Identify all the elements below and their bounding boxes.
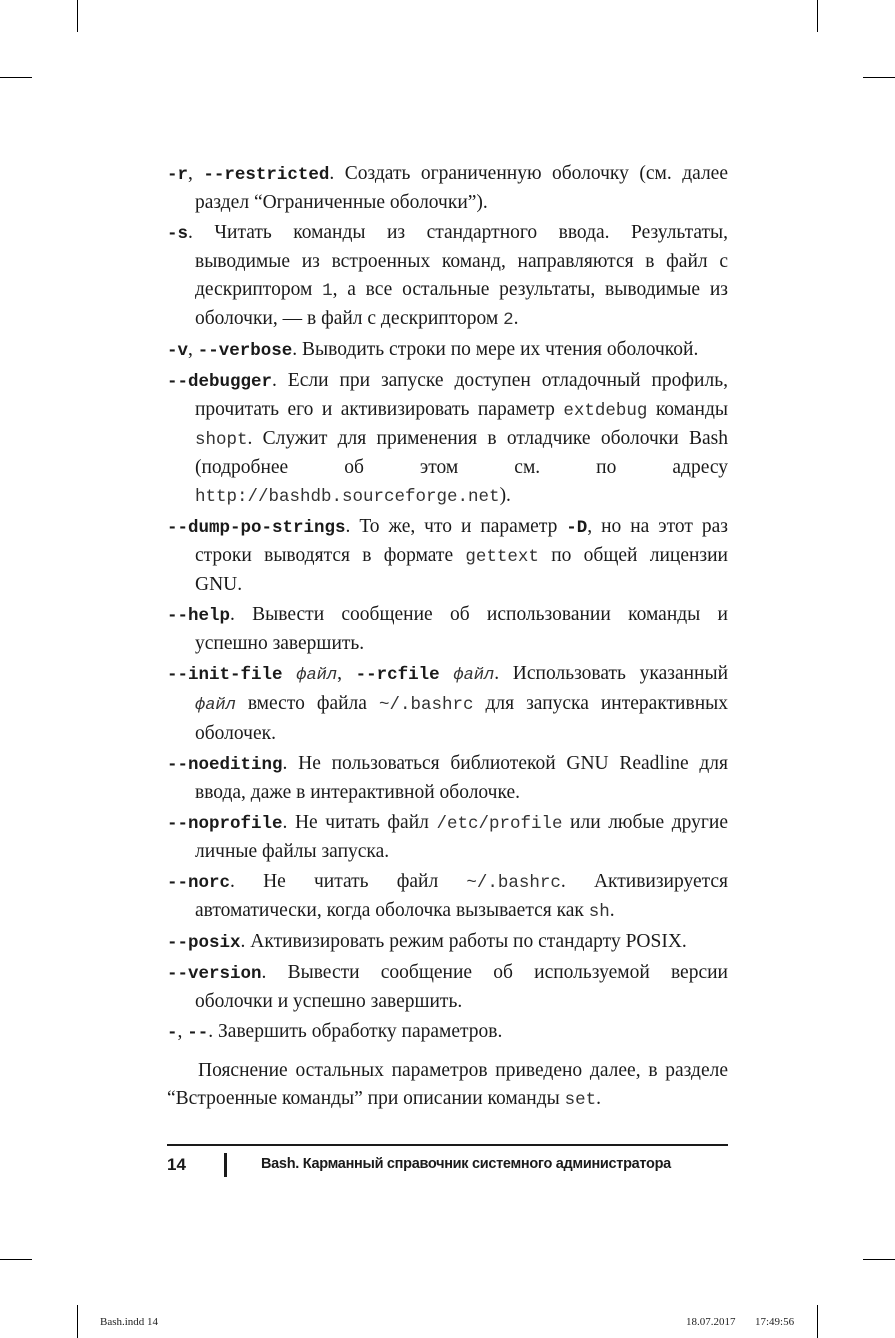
code-text: gettext bbox=[465, 547, 539, 567]
code-text: 1 bbox=[322, 281, 333, 301]
body-text: вместо файла bbox=[235, 693, 379, 714]
body-text: , bbox=[177, 1021, 188, 1042]
body-text: для запуска интерактивных оболочек. bbox=[195, 693, 728, 744]
crop-mark bbox=[863, 77, 895, 78]
body-text bbox=[440, 663, 454, 684]
code-text: set bbox=[564, 1090, 597, 1110]
slug-date: 18.07.2017 bbox=[686, 1316, 736, 1328]
body-text: . Не читать файл bbox=[282, 812, 437, 833]
page-footer bbox=[167, 1153, 728, 1177]
crop-mark bbox=[863, 1259, 895, 1260]
option-entry bbox=[167, 219, 728, 334]
option-name: --version bbox=[167, 964, 262, 984]
body-text: . Если при запуске доступен отладочный профиль, прочитать его и активизировать параметр bbox=[195, 370, 728, 420]
body-text: . Выводить строки по мере их чтения оболочкой. bbox=[292, 339, 699, 360]
option-name: - bbox=[167, 1023, 178, 1043]
body-text: . bbox=[596, 1088, 601, 1109]
option-entry bbox=[167, 160, 728, 217]
slug-time: 17:49:56 bbox=[755, 1316, 795, 1328]
body-text: . Активизировать режим работы по стандарту POSIX. bbox=[240, 931, 687, 952]
option-entry bbox=[167, 750, 728, 807]
code-text: shopt bbox=[195, 430, 248, 450]
body-text: . Активизируется автоматически, когда оболочка вызывается как bbox=[195, 871, 729, 921]
option-entry bbox=[167, 1018, 728, 1047]
option-name: --help bbox=[167, 606, 231, 626]
code-text: ~/.bashrc bbox=[378, 695, 474, 715]
option-entry bbox=[167, 336, 728, 365]
option-name: -- bbox=[187, 1023, 209, 1043]
option-entry bbox=[167, 809, 728, 866]
body-text: команды bbox=[647, 399, 728, 420]
body-text: , bbox=[188, 339, 198, 360]
option-name: -r bbox=[167, 165, 189, 185]
footer-separator bbox=[224, 1153, 227, 1177]
body-text: , но на этот раз строки выводятся в формате bbox=[195, 516, 728, 566]
code-text: ~/.bashrc bbox=[466, 873, 561, 893]
body-text: . bbox=[513, 308, 519, 329]
option-entry bbox=[167, 928, 728, 957]
body-text: или любые другие личные файлы запуска. bbox=[195, 812, 728, 862]
option-name: --noprofile bbox=[167, 814, 283, 834]
body-text: . Использовать указанный bbox=[494, 663, 729, 684]
code-text: extdebug bbox=[563, 401, 648, 421]
argument-placeholder: файл bbox=[195, 696, 236, 715]
code-text: 2 bbox=[503, 310, 514, 330]
code-text: /etc/profile bbox=[436, 814, 563, 834]
option-name: --dump-po-strings bbox=[167, 518, 346, 538]
option-entry bbox=[167, 601, 728, 658]
option-name: --noediting bbox=[167, 755, 283, 775]
code-text: http://bashdb.sourceforge.net bbox=[195, 487, 500, 507]
crop-mark bbox=[77, 1305, 78, 1338]
option-entry bbox=[167, 513, 728, 599]
body-text: , bbox=[188, 163, 204, 184]
body-text: . То же, что и параметр bbox=[345, 516, 567, 537]
page-number: 14 bbox=[167, 1155, 186, 1174]
body-text: . Вывести сообщение об используемой версии оболочки и успешно завершить. bbox=[195, 962, 728, 1012]
body-text bbox=[283, 663, 297, 684]
body-text: . Вывести сообщение об использовании команды и успешно завершить. bbox=[195, 604, 728, 654]
body-text: . Служит для применения в отладчике оболочки Bash (подробнее об этом см. по адресу bbox=[195, 428, 728, 478]
option-entry bbox=[167, 367, 728, 511]
body-text: . Завершить обработку параметров. bbox=[208, 1021, 503, 1042]
crop-mark bbox=[817, 0, 818, 32]
body-text: . bbox=[609, 900, 615, 921]
option-name: --restricted bbox=[203, 165, 330, 185]
crop-mark bbox=[0, 1259, 32, 1260]
argument-placeholder: файл bbox=[296, 666, 338, 685]
option-name: -v bbox=[167, 341, 189, 361]
option-entry bbox=[167, 959, 728, 1016]
page-body bbox=[167, 160, 728, 1134]
code-text: sh bbox=[588, 902, 610, 922]
option-name: --debugger bbox=[167, 372, 273, 392]
footer-rule bbox=[167, 1144, 728, 1146]
option-list bbox=[167, 160, 728, 1047]
option-name: --verbose bbox=[197, 341, 293, 361]
crop-mark bbox=[0, 77, 32, 78]
option-name: -D bbox=[566, 518, 588, 538]
body-text: . Создать ограниченную оболочку (см. далее раздел “Ограниченные оболочки”). bbox=[195, 163, 728, 213]
body-text: ). bbox=[499, 485, 511, 506]
crop-mark bbox=[817, 1305, 818, 1338]
body-text: , а все остальные результаты, выводимые из оболочки, — в файл с дескриптором bbox=[195, 279, 729, 329]
option-name: --norc bbox=[167, 873, 231, 893]
running-head: Bash. Карманный справочник системного администратора bbox=[261, 1156, 671, 1172]
crop-mark bbox=[77, 0, 78, 32]
body-text: . Читать команды из стандартного ввода. Результаты, выводимые из встроенных команд, направляются в файл с дескриптором bbox=[188, 222, 728, 300]
body-text: . Не пользоваться библиотекой GNU Readline для ввода, даже в интерактивной оболочке. bbox=[195, 753, 728, 803]
closing-paragraph bbox=[167, 1057, 728, 1114]
slug-file: Bash.indd 14 bbox=[100, 1316, 159, 1328]
option-name: --posix bbox=[167, 933, 241, 953]
body-text: по общей лицензии GNU. bbox=[195, 545, 728, 595]
option-entry bbox=[167, 660, 728, 748]
body-text: . Не читать файл bbox=[230, 871, 467, 892]
body-text: , bbox=[337, 663, 356, 684]
body-text: Пояснение остальных параметров приведено далее, в разделе “Встроенные команды” при описании команды bbox=[167, 1060, 728, 1109]
option-name: -s bbox=[167, 224, 189, 244]
option-entry bbox=[167, 868, 728, 926]
option-name: --rcfile bbox=[355, 665, 440, 685]
argument-placeholder: файл bbox=[453, 666, 495, 685]
option-name: --init-file bbox=[167, 665, 283, 685]
